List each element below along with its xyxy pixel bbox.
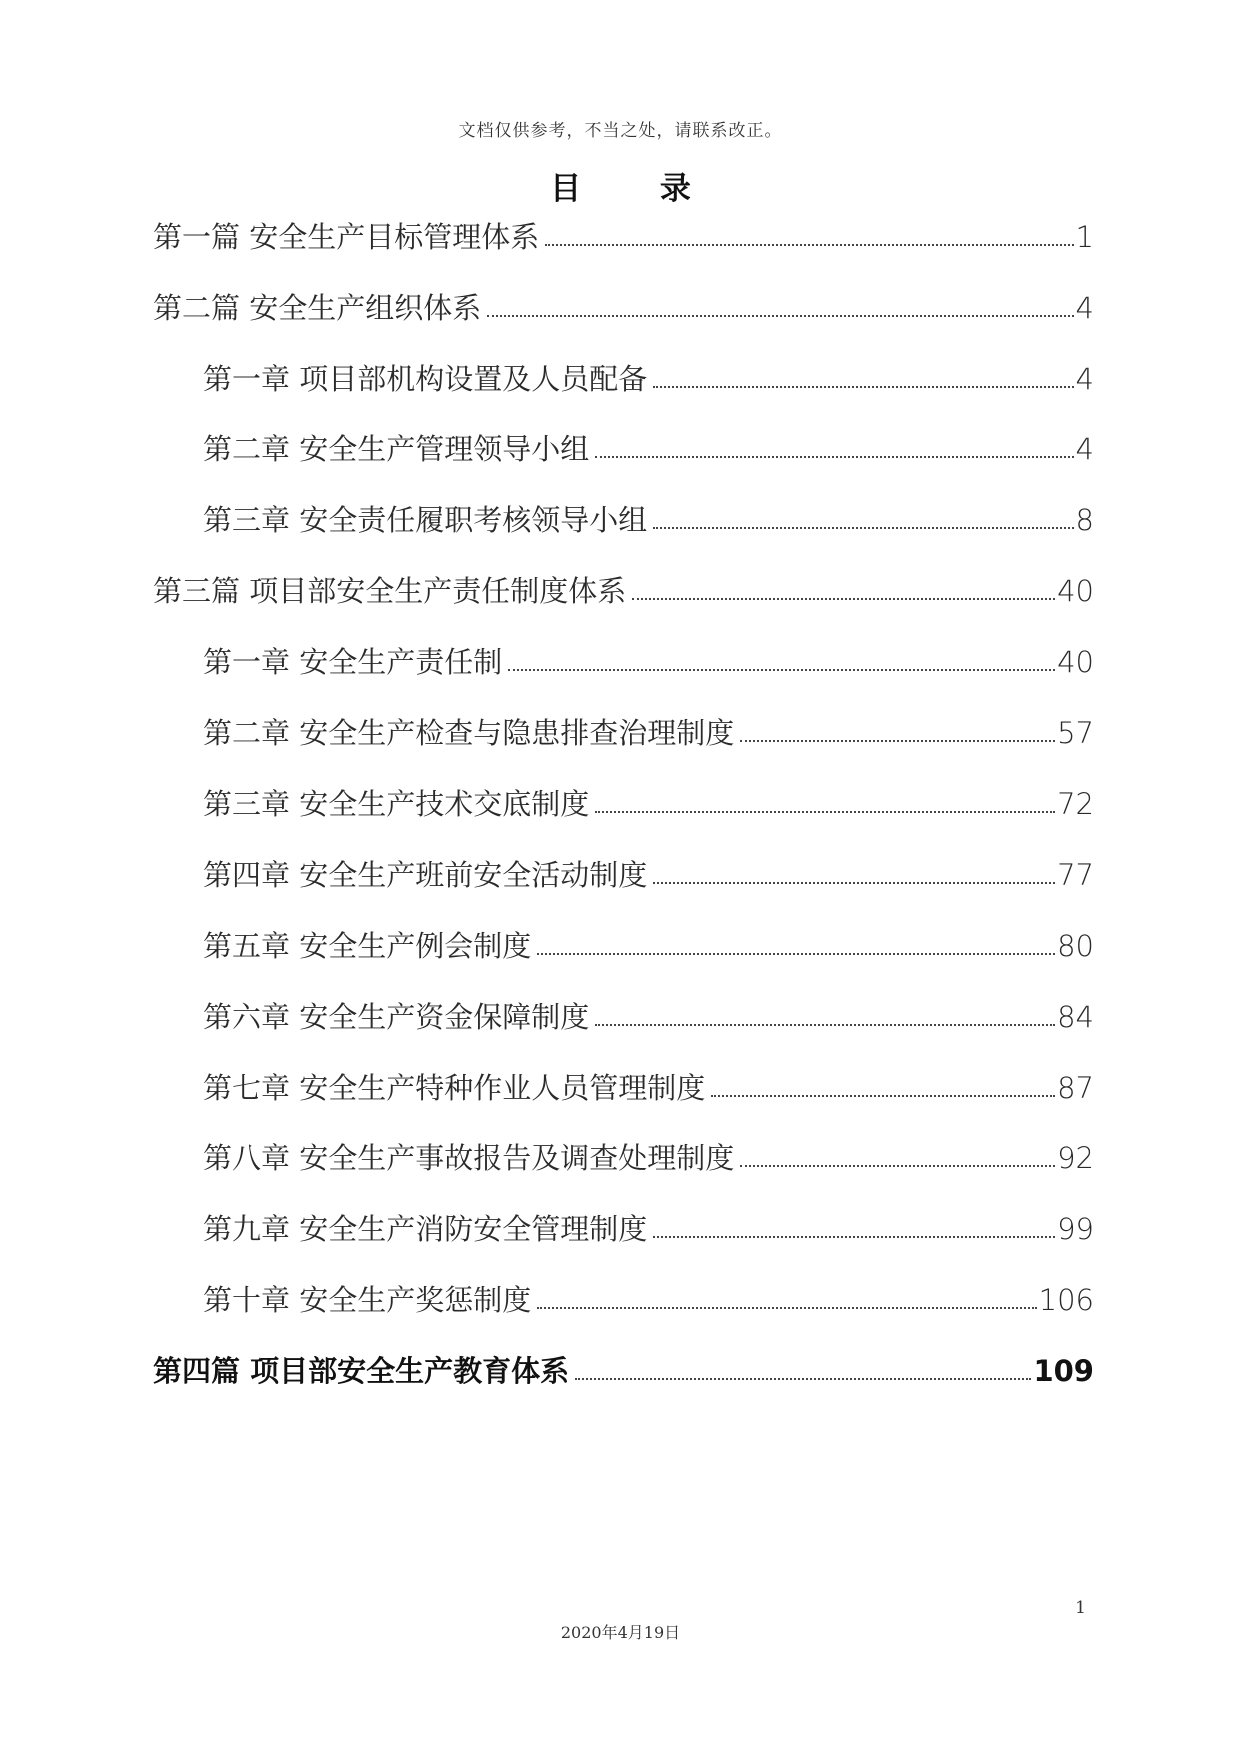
header-note: 文档仅供参考，不当之处，请联系改正。 [458,121,783,141]
toc-entry-label: 第三章 安全责任履职考核领导小组 [203,503,648,537]
toc-entry-chapter[interactable] [203,1068,1094,1108]
toc-entry-page: 40 [1057,574,1094,608]
toc-entry-chapter[interactable] [203,713,1094,753]
toc-entry-page: 40 [1057,645,1094,679]
toc-entry-chapter[interactable] [203,359,1094,399]
toc-entry-label: 第二章 安全生产管理领导小组 [203,432,590,466]
toc-entry-page: 87 [1057,1071,1094,1105]
toc-entry-label: 第一篇 安全生产目标管理体系 [153,220,540,254]
toc-leader-dots [632,598,1055,600]
toc-leader-dots [537,1307,1036,1309]
toc-leader-dots [653,882,1055,884]
toc-entry-chapter[interactable] [203,500,1094,540]
toc-entry-chapter[interactable] [203,429,1094,469]
toc-entry-label: 第五章 安全生产例会制度 [203,929,532,963]
toc-entry-label: 第六章 安全生产资金保障制度 [203,1000,590,1034]
toc-entry-label: 第十章 安全生产奖惩制度 [203,1283,532,1317]
toc-entry-label: 第二章 安全生产检查与隐患排查治理制度 [203,716,735,750]
toc-leader-dots [595,811,1055,813]
toc-entry-label: 第九章 安全生产消防安全管理制度 [203,1212,648,1246]
toc-entry-chapter[interactable] [203,997,1094,1037]
toc-entry-page: 72 [1057,787,1094,821]
toc-entry-page: 92 [1057,1141,1094,1175]
toc-entry-page: 84 [1057,1000,1094,1034]
toc-entry-label: 第一章 安全生产责任制 [203,645,503,679]
toc-entry-chapter[interactable] [203,1209,1094,1249]
toc-entry-page: 77 [1057,858,1094,892]
toc-entry-page: 4 [1075,362,1094,396]
toc-entry-page: 4 [1075,432,1094,466]
toc-entry-page: 99 [1057,1212,1094,1246]
toc-entry-page: 106 [1038,1283,1094,1317]
toc-entry-page: 4 [1075,291,1094,325]
toc-leader-dots [653,527,1073,529]
toc-entry-chapter[interactable] [203,855,1094,895]
toc-entry-part-4[interactable] [153,1351,1094,1391]
toc-entry-label: 第三章 安全生产技术交底制度 [203,787,590,821]
toc-entry-chapter[interactable] [203,1280,1094,1320]
toc-entry-chapter[interactable] [203,784,1094,824]
toc-leader-dots [545,244,1073,246]
toc-leader-dots [653,1236,1055,1238]
toc-leader-dots [595,1024,1055,1026]
toc-leader-dots [595,456,1073,458]
toc-entry-page: 80 [1057,929,1094,963]
page-title: 目 录 [550,171,725,207]
toc-leader-dots [575,1378,1031,1380]
toc-entry-page: 8 [1075,503,1094,537]
toc-entry-label: 第八章 安全生产事故报告及调查处理制度 [203,1141,735,1175]
toc-leader-dots [537,953,1055,955]
toc-entry-page: 109 [1033,1354,1094,1388]
page-number: 1 [1075,1598,1086,1618]
toc-entry-label: 第四章 安全生产班前安全活动制度 [203,858,648,892]
toc-entry-label: 第三篇 项目部安全生产责任制度体系 [153,574,627,608]
toc-entry-part-2[interactable] [153,288,1094,328]
toc-entry-part-1[interactable] [153,217,1094,257]
toc-entry-page: 1 [1075,220,1094,254]
toc-entry-label: 第四篇 项目部安全生产教育体系 [153,1354,570,1388]
toc-leader-dots [740,1165,1055,1167]
toc-entry-chapter[interactable] [203,1138,1094,1178]
footer-date: 2020年4月19日 [560,1623,681,1642]
toc-entry-label: 第七章 安全生产特种作业人员管理制度 [203,1071,706,1105]
toc-leader-dots [711,1095,1055,1097]
toc-entry-label: 第二篇 安全生产组织体系 [153,291,482,325]
toc-entry-page: 57 [1057,716,1094,750]
toc-entry-part-3[interactable] [153,571,1094,611]
toc-entry-label: 第一章 项目部机构设置及人员配备 [203,362,648,396]
toc-entry-chapter[interactable] [203,642,1094,682]
toc-leader-dots [487,315,1073,317]
toc-leader-dots [653,386,1073,388]
toc-entry-chapter[interactable] [203,926,1094,966]
toc-leader-dots [508,669,1055,671]
toc-leader-dots [740,740,1055,742]
